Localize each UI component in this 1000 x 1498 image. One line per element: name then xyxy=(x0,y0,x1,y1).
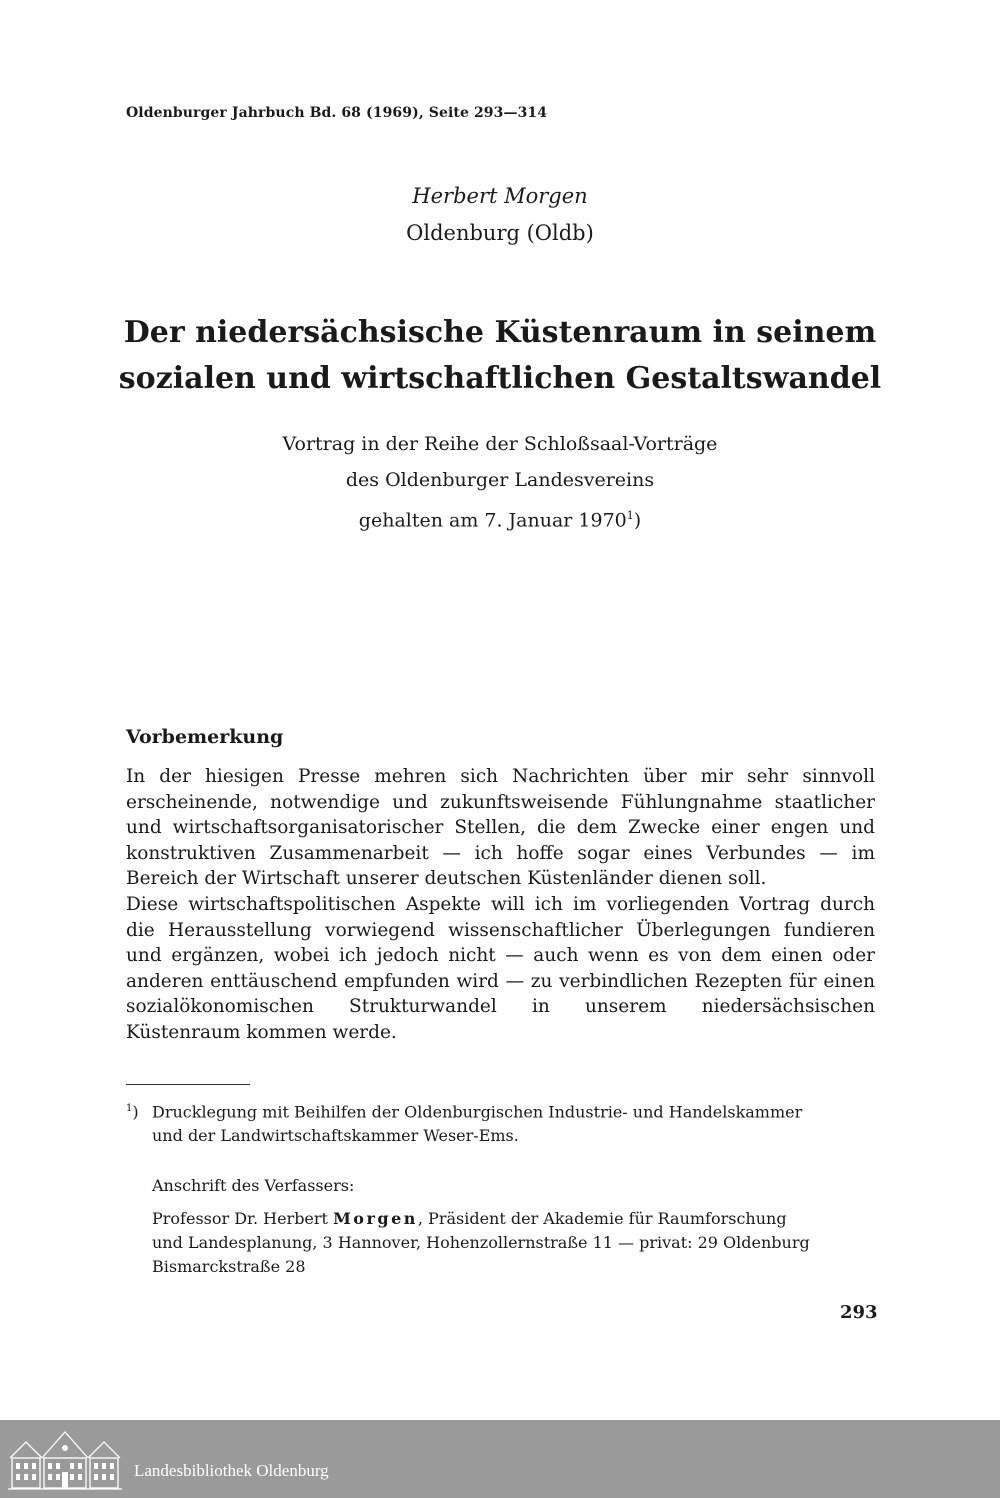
section-heading: Vorbemerkung xyxy=(126,726,284,748)
footnote-text-1: Drucklegung mit Beihilfen der Oldenburgischen Industrie- und Handelskammer xyxy=(152,1102,803,1122)
address-line-1-rest: , Präsident der Akademie für Raumforschung xyxy=(417,1209,787,1228)
library-footer-bar xyxy=(0,1420,1000,1498)
subtitle-close-paren: ) xyxy=(633,509,642,532)
title-line-2: sozialen und wirtschaftlichen Gestaltswandel xyxy=(118,361,882,396)
footnote-line-2: und der Landwirtschaftskammer Weser-Ems. xyxy=(152,1126,519,1146)
author-name: Herbert Morgen xyxy=(412,184,588,208)
footnote-divider xyxy=(126,1084,250,1085)
paragraph-2: Diese wirtschaftspolitischen Aspekte will ich im vorliegenden Vortrag durch die Herausstellung vorwiegend wissenschaftlicher Überlegungen fundieren und ergänzen, wobei ich jedoch nicht — auch wenn es von dem einen oder anderen enttäuschend empfunden wird — zu verbindlichen Rezepten für einen sozialökonomischen Strukturwandel in unserem niedersächsischen Küstenraum kommen werde. xyxy=(126,893,875,1043)
body-text xyxy=(126,764,875,1046)
footnote-mark-paren: ) xyxy=(132,1102,139,1122)
library-building-icon xyxy=(6,1428,124,1492)
author-place: Oldenburg (Oldb) xyxy=(406,221,594,245)
address-prefix: Professor Dr. Herbert xyxy=(152,1209,334,1228)
library-name: Landesbibliothek Oldenburg xyxy=(134,1461,329,1480)
address-line-1 xyxy=(152,1207,875,1231)
address-surname: Morgen xyxy=(333,1209,418,1228)
footnote-line-1 xyxy=(126,1097,875,1124)
subtitle-line-2: des Oldenburger Landesvereins xyxy=(345,469,655,491)
title-line-1: Der niedersächsische Küstenraum in seinem xyxy=(123,315,877,350)
subtitle-line-3 xyxy=(0,498,1000,538)
footnote-reference: 1 xyxy=(626,509,634,522)
subtitle-date: gehalten am 7. Januar 1970 xyxy=(358,509,627,532)
address-line-3: Bismarckstraße 28 xyxy=(152,1257,306,1276)
article-title xyxy=(0,310,1000,402)
page-number: 293 xyxy=(840,1302,878,1323)
footnote-mark-number: 1 xyxy=(126,1103,133,1114)
running-head: Oldenburger Jahrbuch Bd. 68 (1969), Seite 293—314 xyxy=(126,105,548,121)
article-subtitle xyxy=(0,426,1000,538)
footnote xyxy=(126,1097,875,1148)
footnote-mark xyxy=(126,1097,152,1124)
author-address xyxy=(152,1207,875,1279)
address-line-2: und Landesplanung, 3 Hannover, Hohenzollernstraße 11 — privat: 29 Oldenburg xyxy=(152,1233,810,1252)
paragraph-1: In der hiesigen Presse mehren sich Nachrichten über mir sehr sinnvoll erscheinende, notwendige und zukunftsweisende Fühlungnahme staatlicher und wirtschaftsorganisatorischer Stellen, die dem Zwecke einer engen und konstruktiven Zusammenarbeit — ich hoffe sogar eines Verbundes — im Bereich der Wirtschaft unserer deutschen Küstenländer dienen soll. xyxy=(126,766,875,890)
address-label: Anschrift des Verfassers: xyxy=(152,1176,355,1195)
subtitle-line-1: Vortrag in der Reihe der Schloßsaal-Vorträge xyxy=(282,433,718,455)
